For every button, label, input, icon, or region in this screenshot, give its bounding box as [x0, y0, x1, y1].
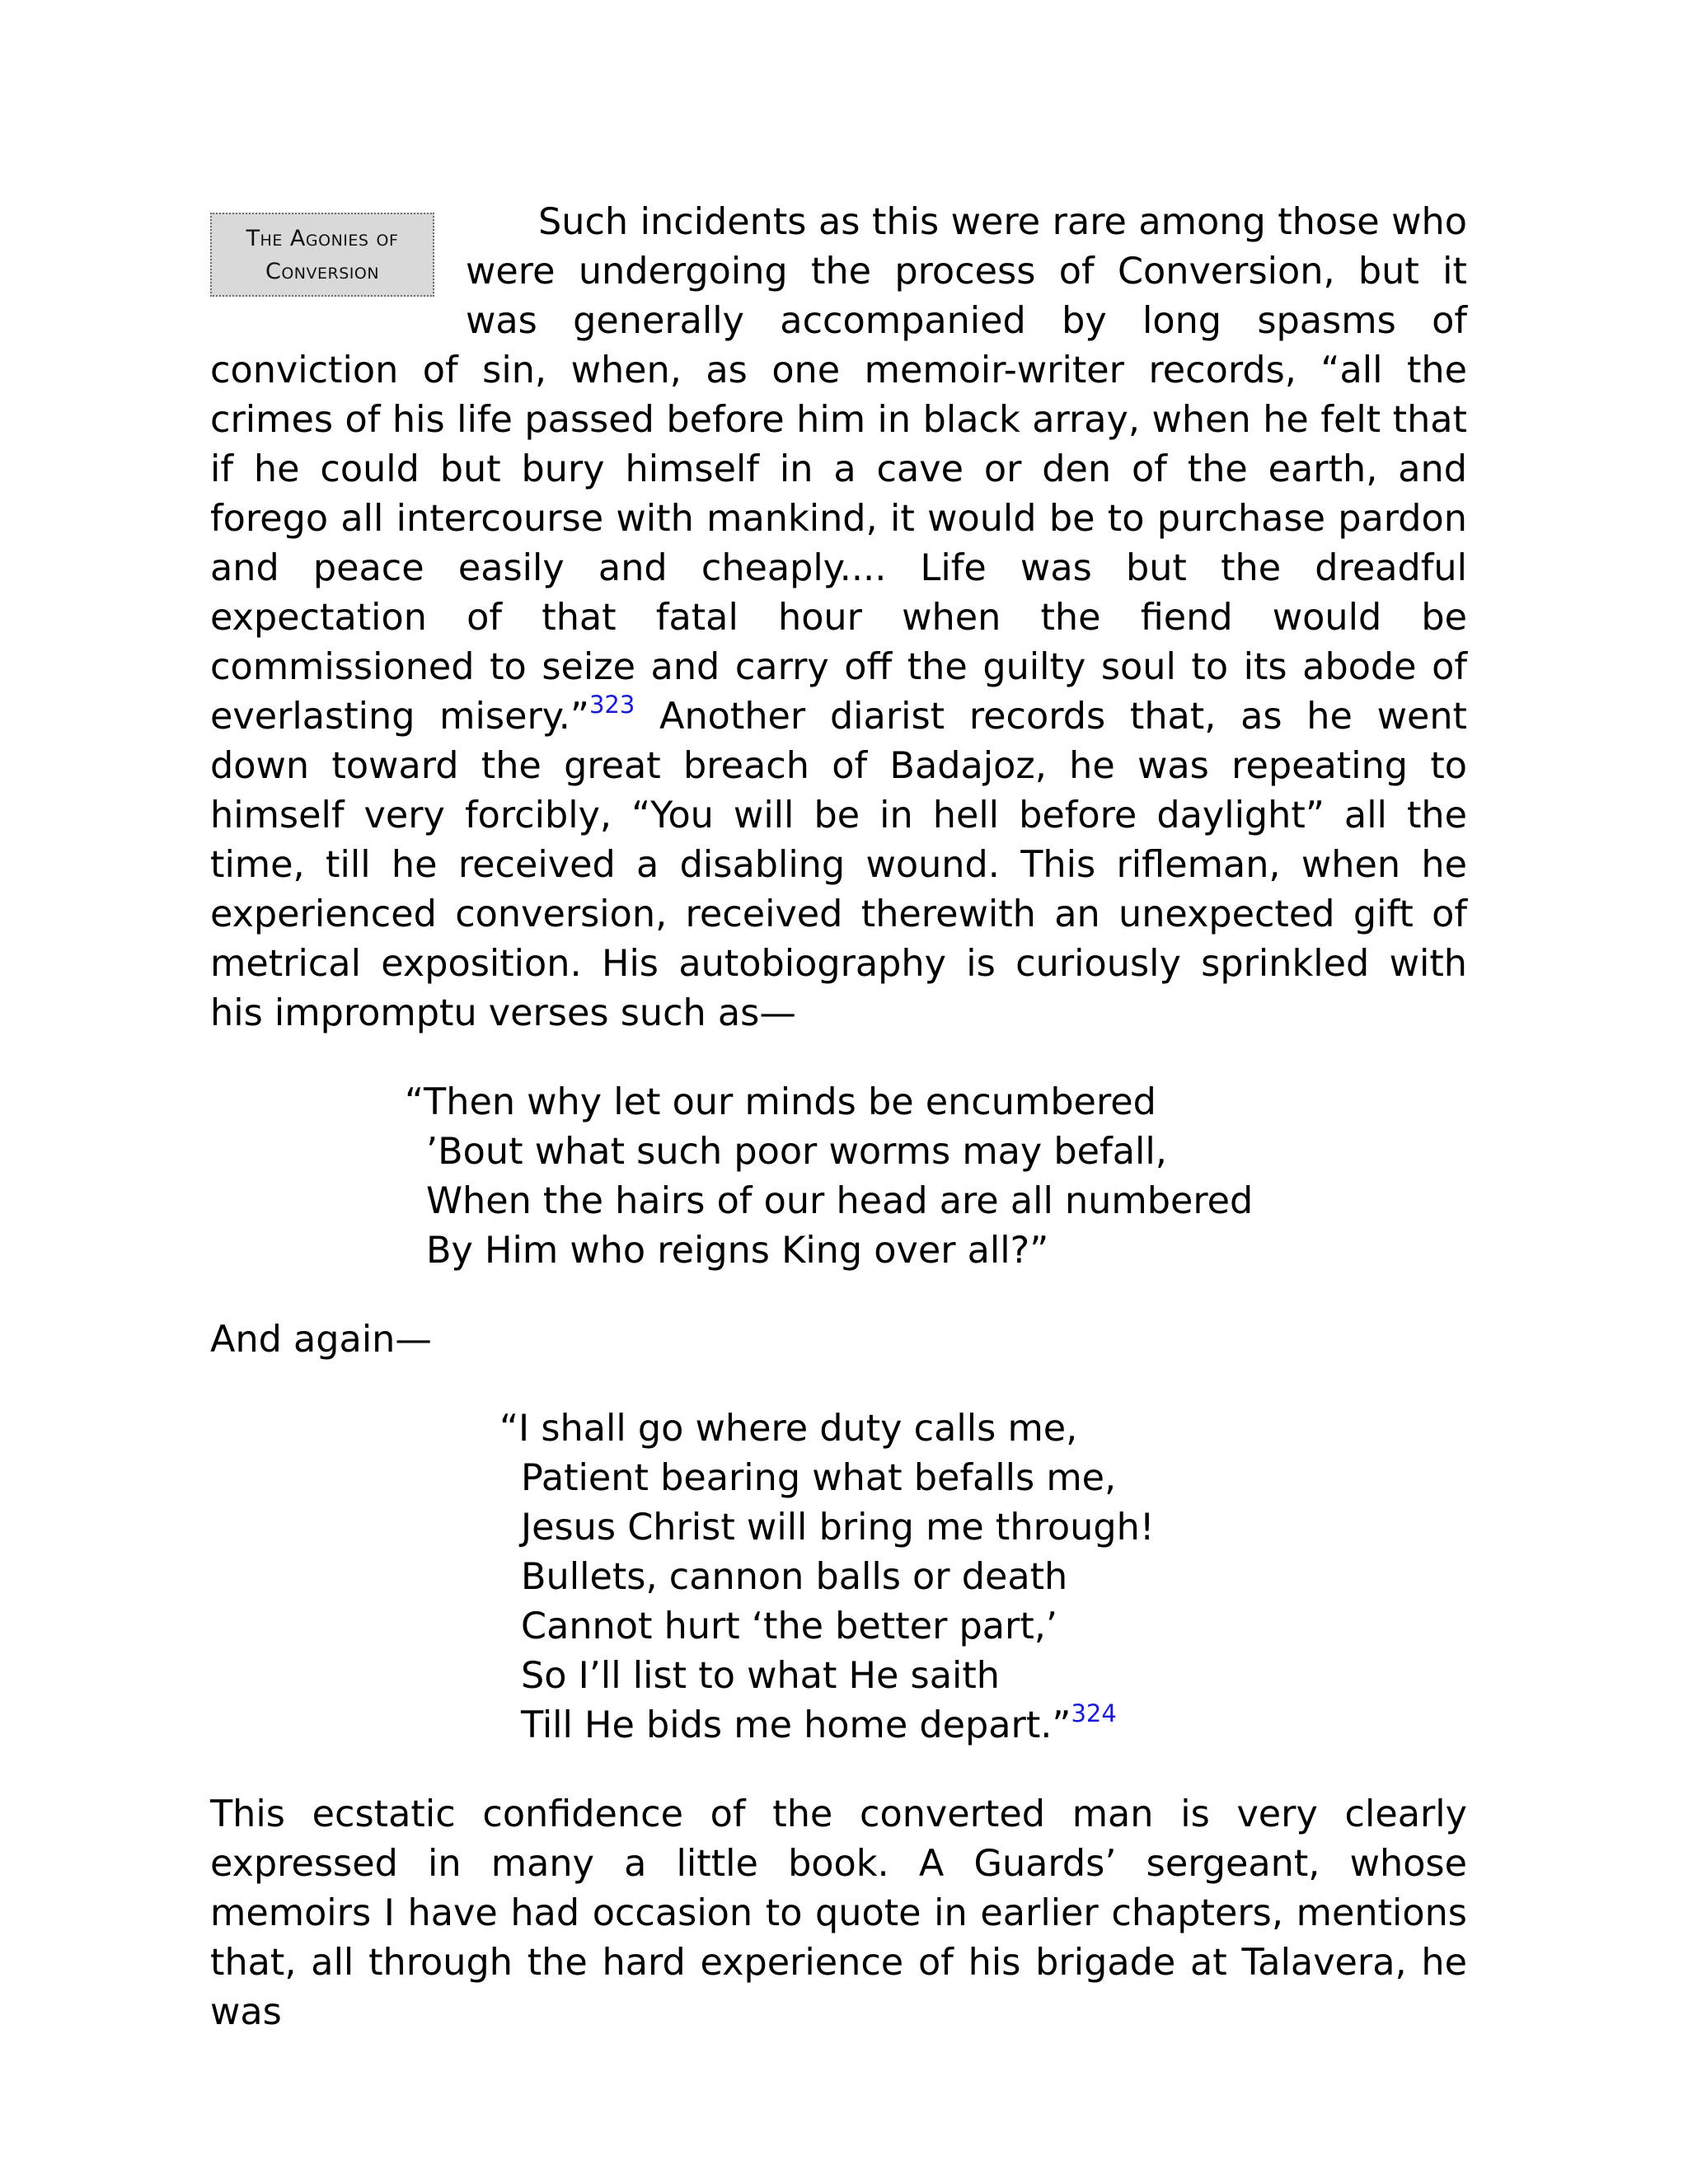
verse-1-line: By Him who reigns King over all?” [426, 1230, 1049, 1272]
verse-2-last-line [521, 1701, 1467, 1750]
sidenote-line-2: Conversion [265, 259, 380, 284]
verse-2-line: “I shall go where duty calls me, [499, 1408, 1078, 1450]
verse-2-line: Jesus Christ will bring me through! [521, 1507, 1155, 1549]
verse-2-line-text: Till He bids me home depart.” [521, 1704, 1071, 1746]
footnote-ref-323[interactable]: 323 [588, 691, 635, 719]
and-again-text: And again— [210, 1319, 432, 1361]
verse-2-line: Bullets, cannon balls or death [521, 1556, 1068, 1598]
sidenote-line-1: The Agonies of [246, 226, 399, 251]
paragraph-1-continuation: Another diarist records that, as he went down toward the great breach of Badajoz, he was repeating to himself very forcibly, “You will be in hell before daylight” all the time, till he received a disabling wound. This rifleman, when he experienced conversion, received therewith an unexpected gift of metrical exposition. His autobiography is curiously sprinkled with his impromptu verses such as— [210, 696, 1467, 1034]
verse-2-line: Cannot hurt ‘the better part,’ [521, 1605, 1058, 1647]
paragraph-1-text: Such incidents as this were rare among those who were undergoing the process of Conversion, but it was generally accompanied by long spasms of conviction of sin, when, as one memoir-writer records, “all the crimes of his life passed before him in black array, when he felt that if he could but bury himself in a cave or den of the earth, and forego all intercourse with mankind, it would be to purchase pardon and peace easily and cheaply.... Life was but the dreadful expectation of that fatal hour when the fiend would be commissioned to seize and carry off the guilty soul to its abode of everlasting misery.” [210, 201, 1467, 738]
verse-1-line: “Then why let our minds be encumbered [405, 1081, 1156, 1123]
verse-2-line: So I’ll list to what He saith [521, 1655, 1000, 1697]
footnote-ref-324[interactable]: 324 [1071, 1699, 1117, 1727]
verse-2-line: Patient bearing what befalls me, [521, 1457, 1117, 1499]
verse-block-2 [499, 1404, 1467, 1750]
paragraph-1 [210, 198, 1467, 1038]
paragraph-2: This ecstatic confidence of the converted man is very clearly expressed in many a little book. A Guards’ sergeant, whose memoirs I have had occasion to quote in earlier chapters, mentions that, all through the hard experience of his brigade at Talavera, he was [210, 1793, 1467, 2033]
verse-1-line: When the hairs of our head are all numbered [426, 1180, 1254, 1222]
page-body [210, 198, 1467, 2037]
sidenote [210, 213, 434, 297]
verse-1-line: ’Bout what such poor worms may befall, [426, 1131, 1167, 1173]
verse-block-1 [405, 1078, 1467, 1276]
